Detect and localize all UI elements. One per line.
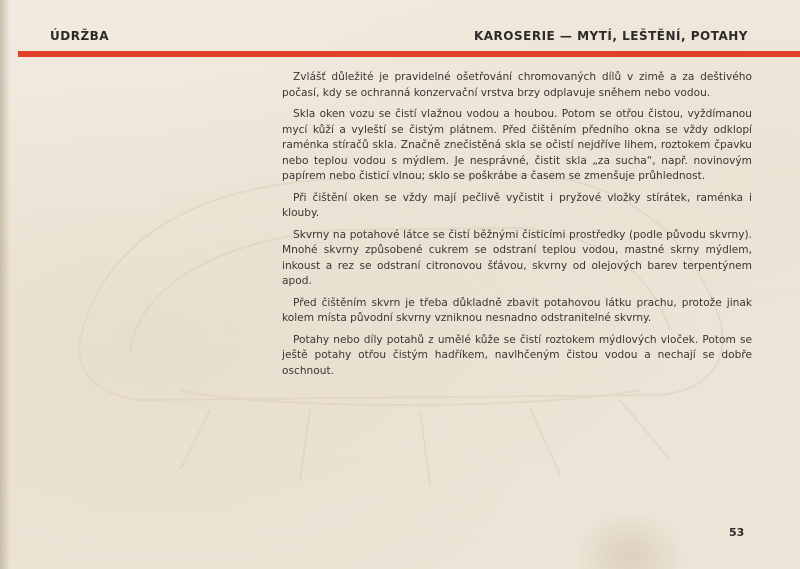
body-text	[282, 70, 752, 385]
page-gutter	[0, 0, 10, 569]
paragraph-window-cleaning: Skla oken vozu se čistí vlažnou vodou a houbou. Potom se otřou čistou, vyždímanou mycí kůží a vyleští se čistým plátnem. Před čištěním předního okna se vždy odklopí raménka stíračů skla. Značně znečistěná skla se očistí nejdříve lihem, roztokem čpavku nebo teplou vodou s mýdlem. Je nesprávné, čistit skla „za sucha“, např. novinovým papírem nebo čisticí vlnou; sklo se poškrábe a časem se zmenšuje průhlednost.	[282, 108, 752, 182]
page-number: 53	[729, 526, 745, 539]
topic-title: KAROSERIE — MYTÍ, LEŠTĚNÍ, POTAHY	[473, 29, 748, 43]
header-rule	[18, 51, 800, 57]
paragraph-chrome-care: Zvlášť důležité je pravidelné ošetřování chromovaných dílů v zimě a za deštivého počasí, kdy se ochranná konzervační vrstva brzy odplavuje sněhem nebo vodou.	[282, 71, 752, 99]
section-title: ÚDRŽBA	[50, 29, 110, 43]
paragraph-leatherette-care: Potahy nebo díly potahů z umělé kůže se čistí roztokem mýdlových vloček. Potom se ještě potahy otřou čistým hadříkem, navlhčeným čistou vodou a nechají se dobře oschnout.	[282, 333, 752, 377]
paragraph-dust-removal: Před čištěním skvrn je třeba důkladně zbavit potahovou látku prachu, protože jinak kolem místa původní skvrny vzniknou nesnadno odstranitelné skvrny.	[282, 296, 752, 324]
paragraph-wiper-care: Při čištění oken se vždy mají pečlivě vyčistit i pryžové vložky stírátek, raménka i klouby.	[282, 191, 752, 219]
paragraph-stain-removal: Skvrny na potahové látce se čistí běžnými čisticími prostředky (podle původu skvrny). Mnohé skvrny způsobené cukrem se odstraní teplou vodou, mastné skrny mýdlem, inkoust a rez se odstraní citronovou šťávou, skvrny od olejových barev terpentýnem apod.	[282, 228, 752, 287]
